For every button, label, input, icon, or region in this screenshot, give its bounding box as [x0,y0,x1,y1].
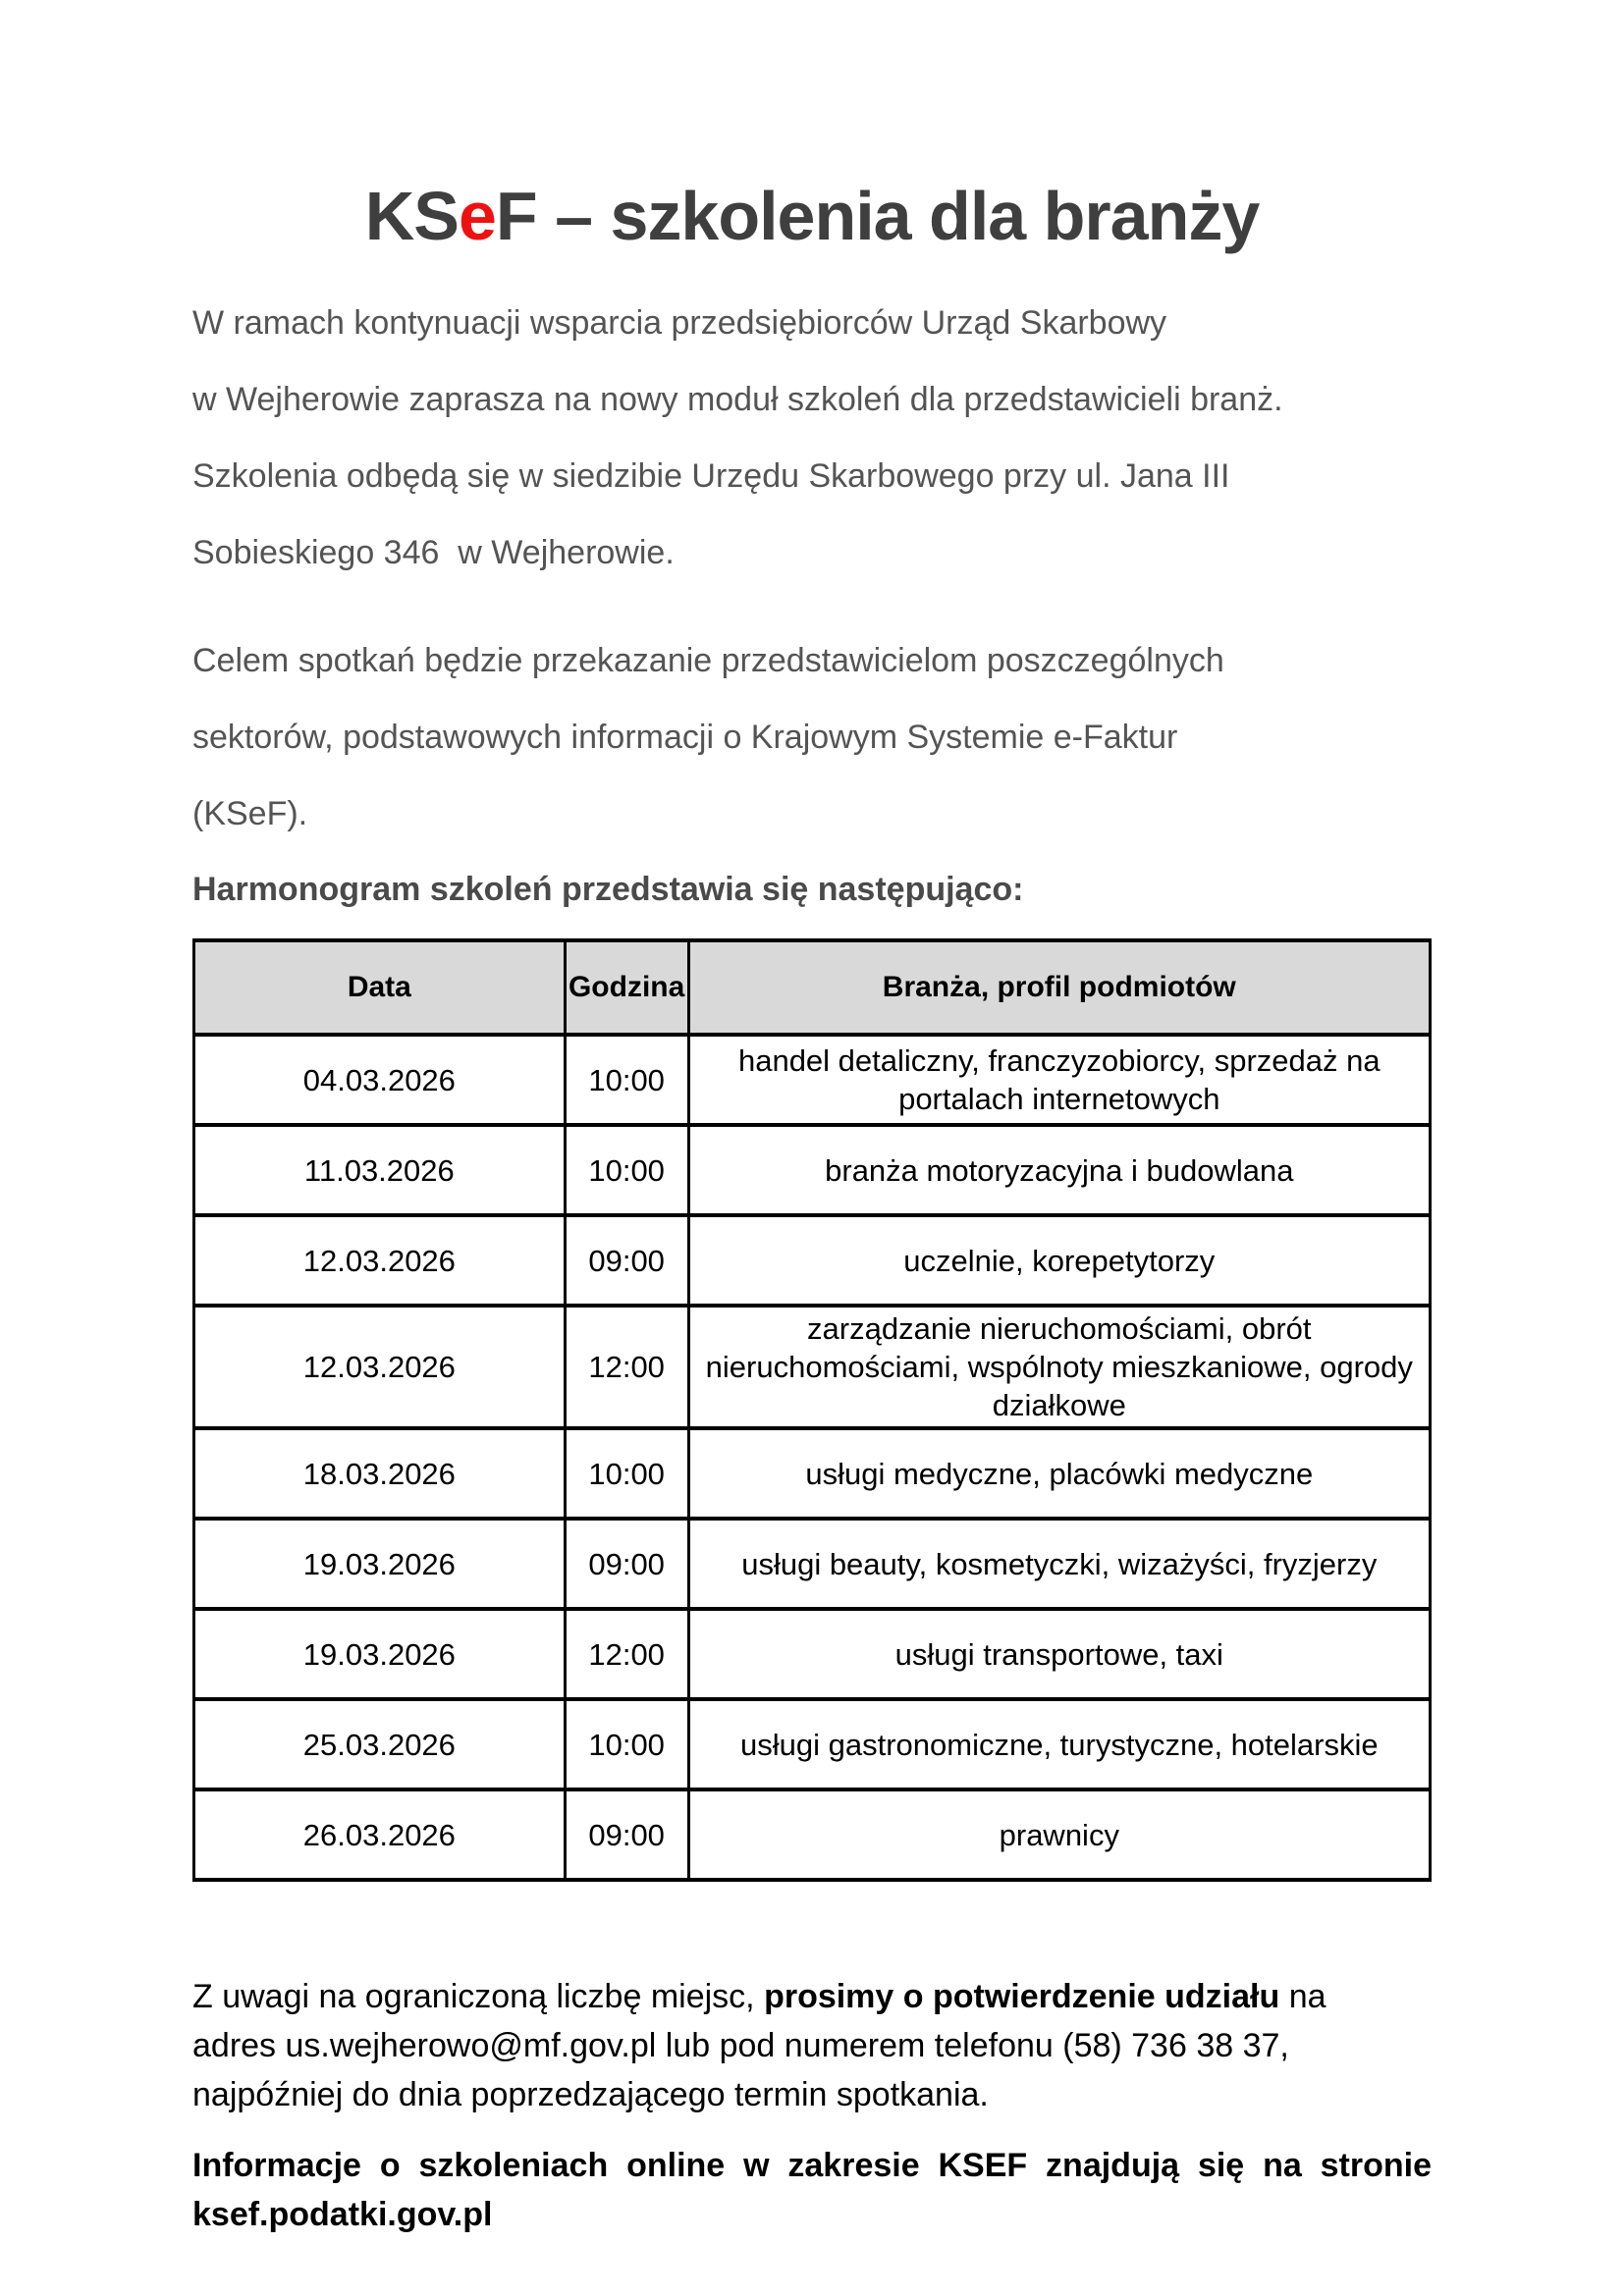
col-header-branch: Branża, profil podmiotów [688,940,1430,1035]
footer-line: Informacje o szkoleniach online w zakresie KSEF znajdują się na stronie [192,2147,1432,2184]
schedule-table [192,938,1432,1882]
table-row [194,1428,1431,1519]
closing-text: na [1279,1978,1326,2015]
cell-branch: usługi gastronomiczne, turystyczne, hotelarskie [688,1699,1430,1789]
cell-branch: usługi beauty, kosmetyczki, wizażyści, fryzjerzy [688,1519,1430,1609]
cell-date: 19.03.2026 [194,1519,566,1609]
cell-time: 10:00 [565,1428,688,1519]
table-row [194,1215,1431,1306]
col-header-time: Godzina [565,940,688,1035]
closing-paragraph [192,1972,1432,2119]
cell-branch: uczelnie, korepetytorzy [688,1215,1430,1306]
intro-paragraph [192,285,1432,438]
location-paragraph [192,438,1432,591]
cell-time: 12:00 [565,1306,688,1428]
table-row [194,1789,1431,1880]
table-row [194,1125,1431,1215]
footer-note [192,2141,1432,2239]
schedule-heading: Harmonogram szkoleń przedstawia się następująco: [192,871,1024,908]
title-text-left: KS [364,178,459,254]
cell-branch: usługi medyczne, placówki medyczne [688,1428,1430,1519]
paragraph-line: Sobieskiego 346 w Wejherowie. [192,534,675,571]
cell-time: 10:00 [565,1125,688,1215]
paragraph-line: w Wejherowie zaprasza na nowy moduł szkoleń dla przedstawicieli branż. [192,381,1283,418]
closing-line [192,1972,1432,2021]
table-row [194,1519,1431,1609]
cell-branch: usługi transportowe, taxi [688,1609,1430,1699]
cell-branch: zarządzanie nieruchomościami, obrót nieruchomościami, wspólnoty mieszkaniowe, ogrody działkowe [688,1306,1430,1428]
closing-line: adres us.wejherowo@mf.gov.pl lub pod numerem telefonu (58) 736 38 37, [192,2027,1289,2064]
table-row [194,1609,1431,1699]
cell-branch: prawnicy [688,1789,1430,1880]
purpose-paragraph [192,622,1432,852]
table-row [194,1306,1431,1428]
paragraph-line: Szkolenia odbędą się w siedzibie Urzędu Skarbowego przy ul. Jana III [192,457,1230,495]
cell-branch: handel detaliczny, franczyzobiorcy, sprzedaż na portalach internetowych [688,1035,1430,1125]
paragraph-line: (KSeF). [192,795,308,832]
col-header-date: Data [194,940,566,1035]
paragraph-line: sektorów, podstawowych informacji o Krajowym Systemie e-Faktur [192,719,1178,756]
cell-date: 12.03.2026 [194,1215,566,1306]
cell-time: 10:00 [565,1699,688,1789]
cell-time: 09:00 [565,1519,688,1609]
cell-date: 12.03.2026 [194,1306,566,1428]
title-text-right: F – szkolenia dla branży [495,178,1260,254]
cell-date: 25.03.2026 [194,1699,566,1789]
cell-date: 26.03.2026 [194,1789,566,1880]
cell-branch: branża motoryzacyjna i budowlana [688,1125,1430,1215]
paragraph-line: W ramach kontynuacji wsparcia przedsiębiorców Urząd Skarbowy [192,304,1167,342]
cell-date: 04.03.2026 [194,1035,566,1125]
cell-time: 12:00 [565,1609,688,1699]
cell-date: 18.03.2026 [194,1428,566,1519]
cell-date: 19.03.2026 [194,1609,566,1699]
table-row [194,1035,1431,1125]
closing-line: najpóźniej do dnia poprzedzającego termin spotkania. [192,2076,989,2113]
cell-time: 09:00 [565,1789,688,1880]
page-title [192,175,1432,257]
table-header-row [194,940,1431,1035]
cell-date: 11.03.2026 [194,1125,566,1215]
closing-text: Z uwagi na ograniczoną liczbę miejsc, [192,1978,765,2015]
closing-bold-text: prosimy o potwierdzenie udziału [764,1978,1280,2015]
table-row [194,1699,1431,1789]
cell-time: 10:00 [565,1035,688,1125]
title-accent-letter: e [458,178,496,254]
footer-line: ksef.podatki.gov.pl [192,2196,493,2233]
cell-time: 09:00 [565,1215,688,1306]
paragraph-line: Celem spotkań będzie przekazanie przedstawicielom poszczególnych [192,642,1224,679]
